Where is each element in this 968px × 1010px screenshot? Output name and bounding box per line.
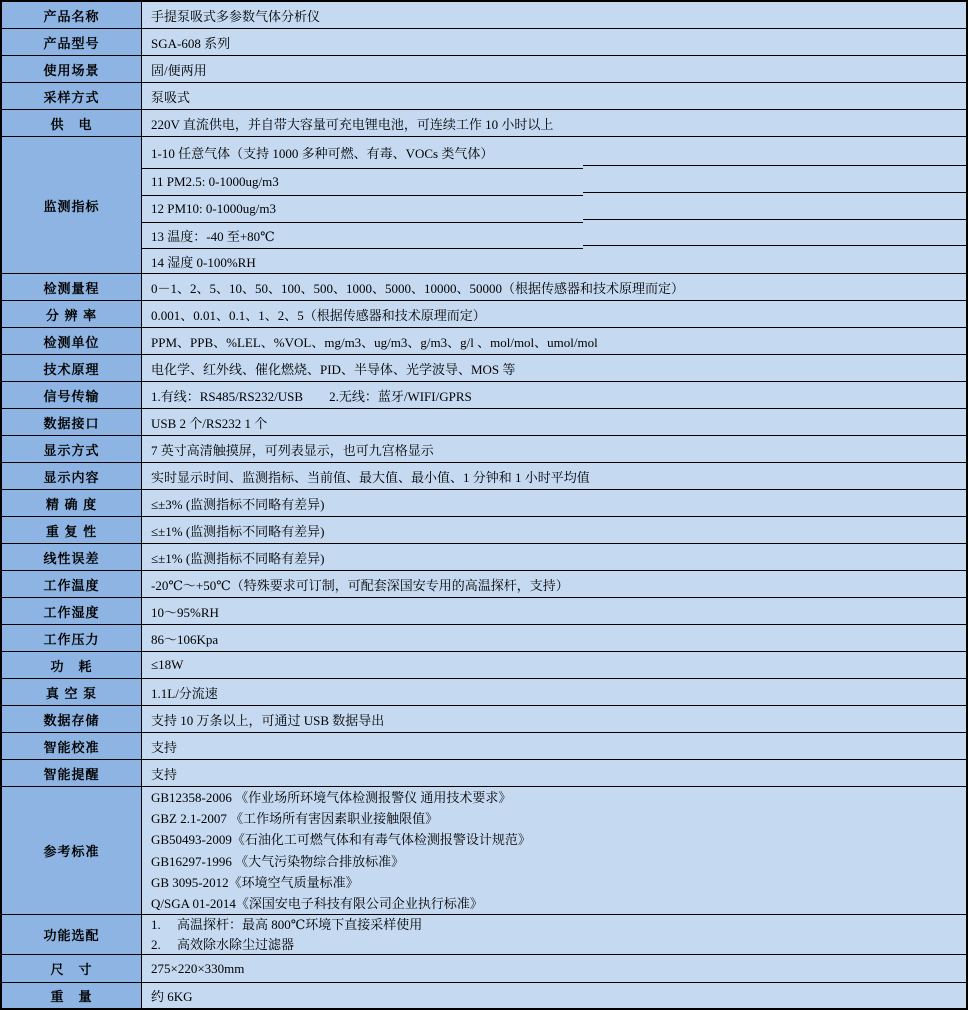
table-row-product-model [2,29,966,56]
row-value: 泵吸式 [151,89,191,105]
row-label: 显示内容 [2,463,142,489]
row-divider [583,192,966,193]
row-value: 固/便两用 [151,62,207,78]
row-value: 1.有线：RS485/RS232/USB 2.无线：蓝牙/WIFI/GPRS [151,388,472,404]
table-row-weight [2,983,966,1008]
row-value: 0－1、2、5、10、50、100、500、1000、5000、10000、50000（根据传感器和技术原理而定） [151,280,685,296]
table-row-accuracy [2,490,966,517]
row-value: SGA-608 系列 [151,35,231,51]
table-row-working-pressure [2,625,966,652]
row-value: 支持 10 万条以上，可通过 USB 数据导出 [151,712,385,728]
row-label: 检测量程 [2,274,142,300]
row-value: 220V 直流供电，并自带大容量可充电锂电池，可连续工作 10 小时以上 [151,116,554,132]
table-row-reference-standards [2,787,966,915]
monitor-item: 1-10 任意气体（支持 1000 多种可燃、有毒、VOCs 类气体） [151,146,494,161]
table-row-repeatability [2,517,966,544]
table-row-linearity-error [2,544,966,571]
row-label: 智能提醒 [2,760,142,786]
table-row-smart-reminder [2,760,966,787]
row-label: 监测指标 [2,137,142,273]
row-value: ≤18W [151,657,184,672]
table-row-smart-calibration [2,733,966,760]
row-value: 7 英寸高清触摸屏，可列表显示，也可九宫格显示 [151,442,434,458]
table-row-product-name [2,2,966,29]
row-divider [142,222,583,223]
table-row-usage-scene [2,56,966,83]
row-label: 数据存储 [2,706,142,732]
row-label: 参考标准 [2,787,142,914]
row-divider [583,219,966,220]
table-row-vacuum-pump [2,679,966,706]
row-value: 1.1L/分流速 [151,685,218,701]
row-divider [583,165,966,166]
table-row-signal-transmission [2,382,966,409]
table-row-detection-range [2,274,966,301]
row-label: 工作压力 [2,625,142,651]
standard-item: GB12358-2006 《作业场所环境气体检测报警仪 通用技术要求》 [151,789,512,805]
option-item: 1. 高温探杆：最高 800℃环境下直接采样使用 [151,916,423,932]
table-row-power-consumption [2,652,966,679]
table-row-monitor-indicators [2,137,966,274]
row-label: 信号传输 [2,382,142,408]
row-value: 86～106Kpa [151,631,219,647]
row-label: 尺 寸 [2,955,142,982]
row-label: 产品名称 [2,2,142,28]
table-row-detection-unit [2,328,966,355]
monitor-item: 12 PM10: 0-1000ug/m3 [151,200,276,216]
row-label: 检测单位 [2,328,142,354]
table-row-optional-features [2,915,966,955]
row-label: 使用场景 [2,56,142,82]
monitor-item: 14 湿度 0-100%RH [151,254,256,270]
row-value: 10～95%RH [151,604,219,620]
row-value: 电化学、红外线、催化燃烧、PID、半导体、光学波导、MOS 等 [151,361,516,377]
row-value: 手提泵吸式多参数气体分析仪 [151,8,321,24]
row-divider [142,195,583,196]
row-label: 线性误差 [2,544,142,570]
row-value: -20℃～+50℃（特殊要求可订制，可配套深国安专用的高温探杆，支持） [151,577,569,593]
row-value: PPM、PPB、%LEL、%VOL、mg/m3、ug/m3、g/m3、g/l 、mol/mol、umol/mol [151,334,598,350]
row-value: 实时显示时间、监测指标、当前值、最大值、最小值、1 分钟和 1 小时平均值 [151,469,590,485]
standard-item: GB16297-1996 《大气污染物综合排放标准》 [151,853,405,869]
row-label: 分 辨 率 [2,301,142,327]
standard-item: Q/SGA 01-2014《深国安电子科技有限公司企业执行标准》 [151,896,483,912]
monitor-item: 13 温度：-40 至+80℃ [151,229,275,244]
row-value: 支持 [151,766,178,782]
row-divider [142,248,583,249]
table-row-data-interface [2,409,966,436]
row-value: USB 2 个/RS232 1 个 [151,415,268,431]
row-value: ≤±1% (监测指标不同略有差异) [151,550,325,566]
row-label: 重 量 [2,983,142,1008]
table-row-technical-principle [2,355,966,382]
table-row-sampling-method [2,83,966,110]
row-value: 约 6KG [151,989,193,1004]
row-value: 275×220×330mm [151,960,245,976]
row-value: ≤±3% (监测指标不同略有差异) [151,496,325,512]
row-value: 0.001、0.01、0.1、1、2、5（根据传感器和技术原理而定） [151,307,486,323]
row-label: 功 耗 [2,652,142,678]
row-label: 数据接口 [2,409,142,435]
row-label: 供 电 [2,110,142,136]
row-label: 产品型号 [2,29,142,55]
row-label: 精 确 度 [2,490,142,516]
table-row-power-supply [2,110,966,137]
row-label: 真 空 泵 [2,679,142,705]
table-row-data-storage [2,706,966,733]
table-row-working-temperature [2,571,966,598]
options-list [142,915,966,954]
standard-item: GB 3095-2012《环境空气质量标准》 [151,874,359,890]
table-row-resolution [2,301,966,328]
row-label: 技术原理 [2,355,142,381]
row-label: 智能校准 [2,733,142,759]
standard-item: GB50493-2009《石油化工可燃气体和有毒气体检测报警设计规范》 [151,832,531,848]
row-divider [583,245,966,246]
row-label: 功能选配 [2,915,142,954]
row-label: 显示方式 [2,436,142,462]
row-divider [142,168,583,169]
row-label: 采样方式 [2,83,142,109]
table-row-display-mode [2,436,966,463]
row-label: 工作温度 [2,571,142,597]
standards-list [142,787,966,914]
monitor-indicator-list [142,137,966,273]
row-value: 支持 [151,739,178,755]
row-value: ≤±1% (监测指标不同略有差异) [151,523,325,539]
row-label: 重 复 性 [2,517,142,543]
monitor-item: 11 PM2.5: 0-1000ug/m3 [151,173,279,189]
table-row-working-humidity [2,598,966,625]
table-row-dimensions [2,955,966,983]
table-row-display-content [2,463,966,490]
option-item: 2. 高效除水除尘过滤器 [151,936,295,952]
row-label: 工作湿度 [2,598,142,624]
standard-item: GBZ 2.1-2007 《工作场所有害因素职业接触限值》 [151,810,439,826]
